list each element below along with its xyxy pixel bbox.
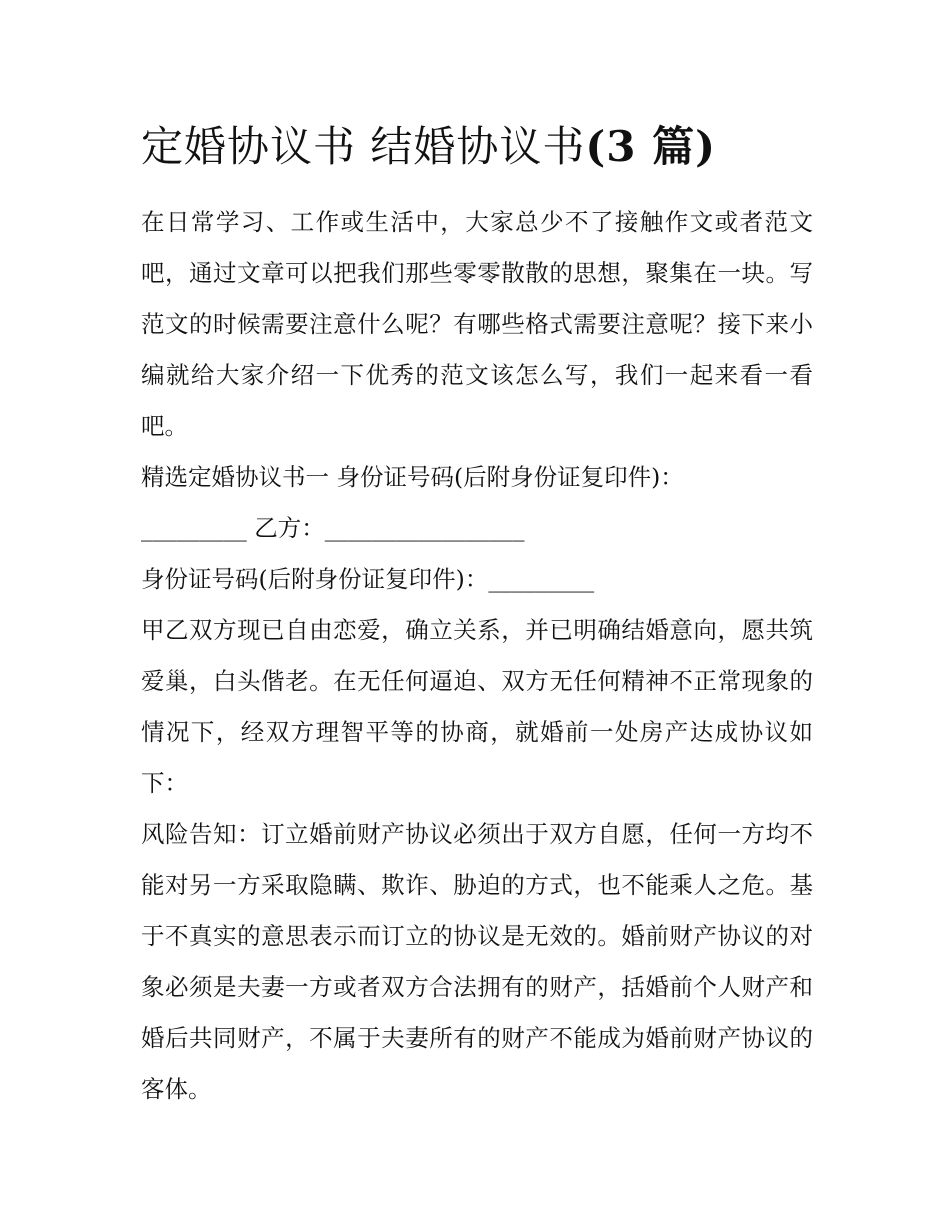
id-number-line: 精选定婚协议书一 身份证号码(后附身份证复印件)： xyxy=(141,463,684,491)
id-number-line-b: 身份证号码(后附身份证复印件)：_________ xyxy=(141,565,595,593)
document-body xyxy=(141,197,813,1115)
title-suffix: (3 篇) xyxy=(585,122,716,171)
document-title xyxy=(141,118,841,176)
risk-notice-paragraph: 风险告知：订立婚前财产协议必须出于双方自愿，任何一方均不能对另一方采取隐瞒、欺诈、胁迫的方式，也不能乘人之危。基于不真实的意思表示而订立的协议是无效的。婚前财产协议的对象必须是夫妻一方或者双方合法拥有的财产，括婚前个人财产和婚后共同财产，不属于夫妻所有的财产不能成为婚前财产协议的客体。 xyxy=(141,820,813,1103)
intro-paragraph: 在日常学习、工作或生活中，大家总少不了接触作文或者范文吧，通过文章可以把我们那些零零散散的思想，聚集在一块。写范文的时候需要注意什么呢？有哪些格式需要注意呢？接下来小编就给大家介绍一下优秀的范文该怎么写，我们一起来看一看吧。 xyxy=(141,208,813,440)
agreement-intro-paragraph: 甲乙双方现已自由恋爱，确立关系，并已明确结婚意向，愿共筑爱巢，白头偕老。在无任何逼迫、双方无任何精神不正常现象的情况下，经双方理智平等的协商，就婚前一处房产达成协议如下： xyxy=(141,616,813,797)
party-b-line: _________ 乙方：_________________ xyxy=(141,514,525,542)
title-text: 定婚协议书 结婚协议书 xyxy=(141,122,586,171)
